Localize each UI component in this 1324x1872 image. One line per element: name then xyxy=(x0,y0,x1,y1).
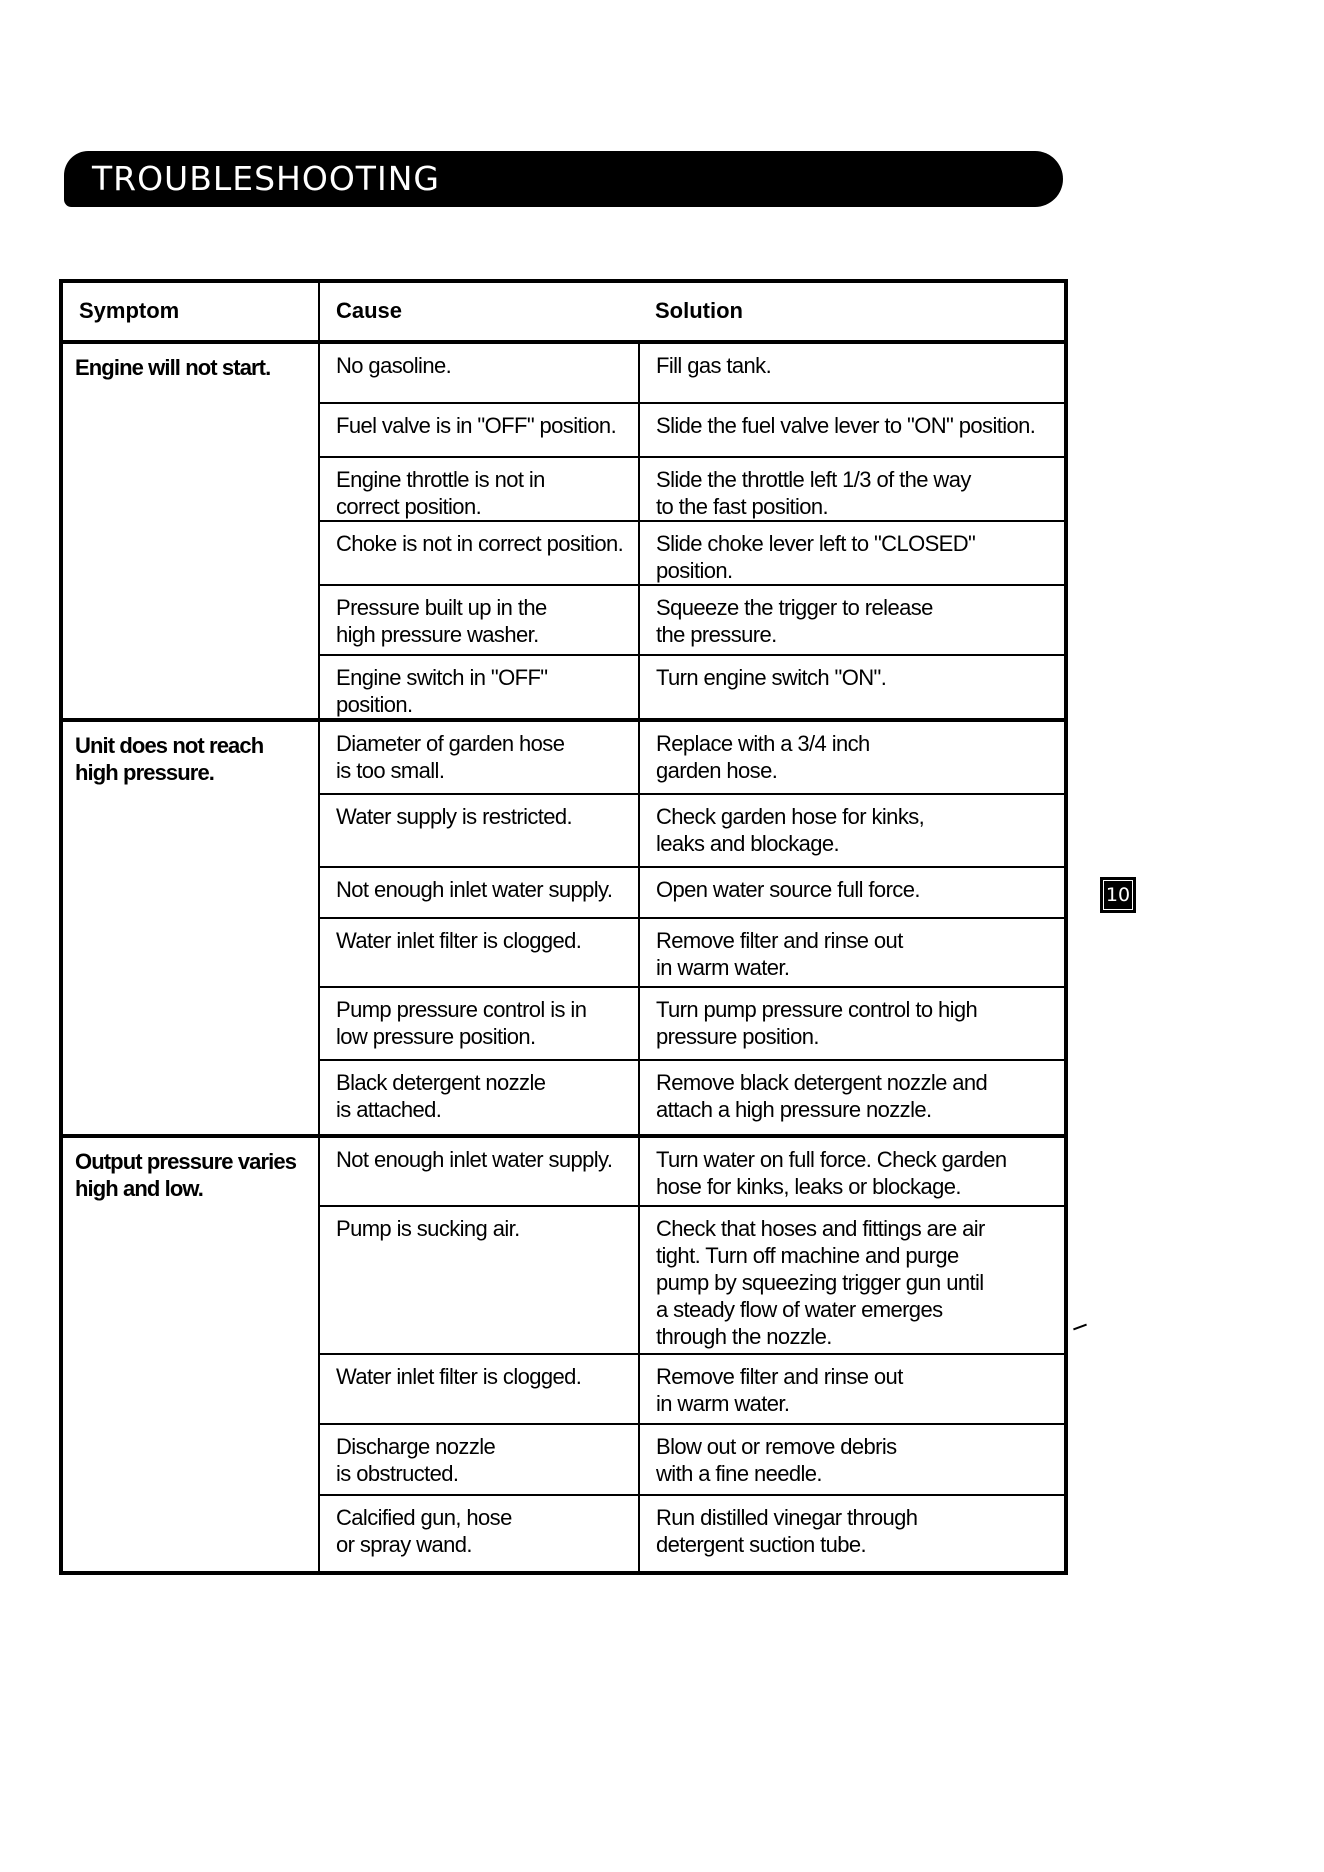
header-solution: Solution xyxy=(639,281,1066,342)
table-row xyxy=(61,720,1066,794)
cause-cell: Not enough inlet water supply. xyxy=(319,867,639,918)
cause-cell: Pressure built up in the high pressure washer. xyxy=(319,585,639,655)
solution-cell: Fill gas tank. xyxy=(639,342,1066,403)
cause-cell: Black detergent nozzle is attached. xyxy=(319,1060,639,1136)
cause-cell: No gasoline. xyxy=(319,342,639,403)
cause-cell: Diameter of garden hose is too small. xyxy=(319,720,639,794)
solution-cell: Squeeze the trigger to release the pressure. xyxy=(639,585,1066,655)
cause-cell: Water supply is restricted. xyxy=(319,794,639,867)
cause-cell: Engine switch in "OFF" position. xyxy=(319,655,639,720)
scan-mark xyxy=(1073,1324,1087,1331)
solution-cell: Open water source full force. xyxy=(639,867,1066,918)
solution-cell: Turn pump pressure control to high pressure position. xyxy=(639,987,1066,1060)
solution-cell: Check garden hose for kinks, leaks and blockage. xyxy=(639,794,1066,867)
cause-cell: Pump is sucking air. xyxy=(319,1206,639,1354)
cause-cell: Pump pressure control is in low pressure position. xyxy=(319,987,639,1060)
solution-cell: Slide the fuel valve lever to "ON" position. xyxy=(639,403,1066,457)
table-header-row xyxy=(61,281,1066,342)
cause-cell: Engine throttle is not in correct position. xyxy=(319,457,639,521)
symptom-cell: Unit does not reach high pressure. xyxy=(61,720,319,1136)
header-symptom: Symptom xyxy=(61,281,319,342)
table-row xyxy=(61,342,1066,403)
solution-cell: Turn engine switch "ON". xyxy=(639,655,1066,720)
cause-cell: Not enough inlet water supply. xyxy=(319,1136,639,1206)
solution-cell: Turn water on full force. Check garden hose for kinks, leaks or blockage. xyxy=(639,1136,1066,1206)
header-cause: Cause xyxy=(319,281,639,342)
section-title: TROUBLESHOOTING xyxy=(92,159,440,198)
cause-cell: Choke is not in correct position. xyxy=(319,521,639,585)
cause-cell: Calcified gun, hose or spray wand. xyxy=(319,1495,639,1573)
symptom-cell: Engine will not start. xyxy=(61,342,319,720)
symptom-cell: Output pressure varies high and low. xyxy=(61,1136,319,1573)
solution-cell: Remove filter and rinse out in warm water. xyxy=(639,1354,1066,1424)
solution-cell: Replace with a 3/4 inch garden hose. xyxy=(639,720,1066,794)
solution-cell: Run distilled vinegar through detergent suction tube. xyxy=(639,1495,1066,1573)
page-number-badge xyxy=(1100,877,1136,913)
solution-cell: Blow out or remove debris with a fine needle. xyxy=(639,1424,1066,1495)
table-row xyxy=(61,1136,1066,1206)
solution-cell: Check that hoses and fittings are air tight. Turn off machine and purge pump by squeezing trigger gun until a steady flow of water emerges through the nozzle. xyxy=(639,1206,1066,1354)
solution-cell: Remove filter and rinse out in warm water. xyxy=(639,918,1066,987)
cause-cell: Water inlet filter is clogged. xyxy=(319,1354,639,1424)
page-number: 10 xyxy=(1103,880,1133,910)
solution-cell: Slide the throttle left 1/3 of the way to the fast position. xyxy=(639,457,1066,521)
solution-cell: Slide choke lever left to "CLOSED" position. xyxy=(639,521,1066,585)
cause-cell: Fuel valve is in "OFF" position. xyxy=(319,403,639,457)
solution-cell: Remove black detergent nozzle and attach a high pressure nozzle. xyxy=(639,1060,1066,1136)
section-title-banner xyxy=(64,151,1063,207)
cause-cell: Water inlet filter is clogged. xyxy=(319,918,639,987)
cause-cell: Discharge nozzle is obstructed. xyxy=(319,1424,639,1495)
troubleshooting-table xyxy=(59,279,1068,1575)
